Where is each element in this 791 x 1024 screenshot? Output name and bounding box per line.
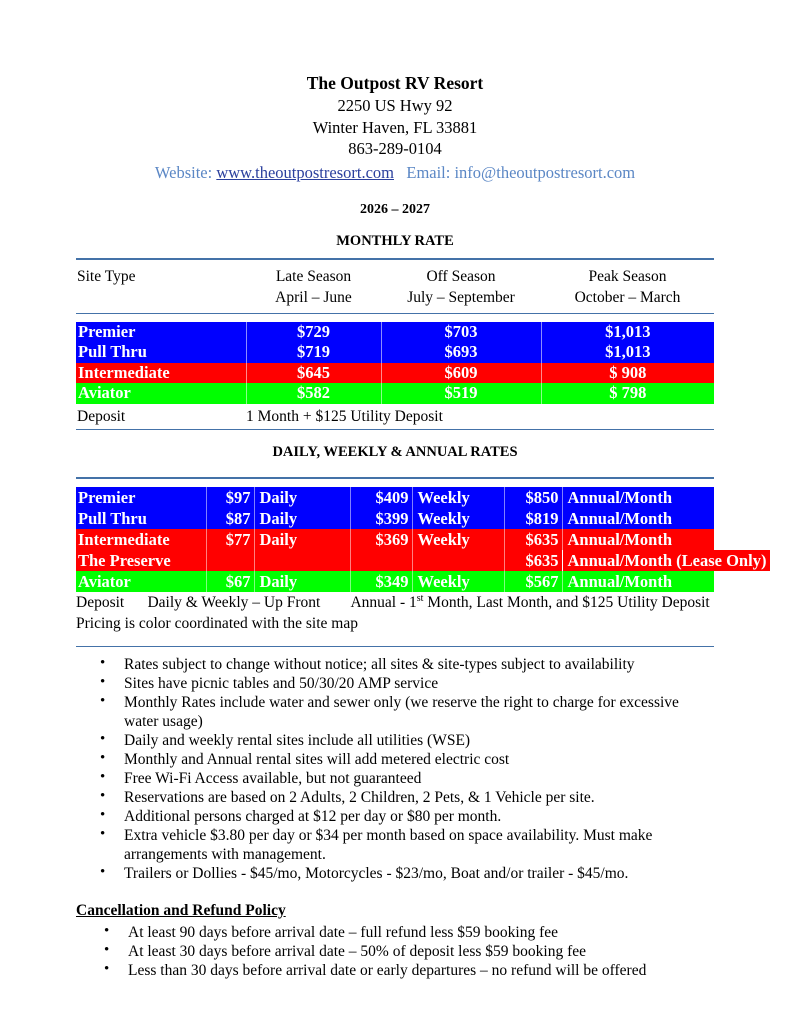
weekly-rate: $399 (350, 508, 412, 529)
email-text[interactable]: Email: info@theoutpostresort.com (393, 162, 636, 182)
late-season-rate: $582 (246, 383, 381, 404)
list-item: • Additional persons charged at $12 per day or $80 per month. (76, 807, 714, 826)
peak-season-rate: $1,013 (541, 322, 714, 343)
daily-unit: Daily (254, 487, 350, 508)
site-type-cell: Aviator (76, 571, 206, 592)
table-row (76, 342, 714, 363)
annual-rate: $635 (504, 529, 562, 550)
table-row (76, 487, 714, 508)
daily-unit: Daily (254, 571, 350, 592)
late-season-rate: $729 (246, 322, 381, 343)
site-type-cell: Premier (76, 487, 206, 508)
list-item: • Rates subject to change without notice; all sites & site-types subject to availability (76, 655, 714, 674)
site-type-cell: The Preserve (76, 550, 206, 571)
daily-unit: Daily (254, 508, 350, 529)
table-row (76, 571, 714, 592)
deposit-value: 1 Month + $125 Utility Deposit (246, 404, 714, 429)
off-season-rate: $519 (381, 383, 541, 404)
annual-unit: Annual/Month (Lease Only) (562, 550, 714, 571)
site-type-cell: Intermediate (76, 363, 246, 384)
site-type-cell: Pull Thru (76, 342, 246, 363)
peak-season-rate: $ 798 (541, 383, 714, 404)
deposit-annual-terms-post: Month, Last Month, and $125 Utility Deposit (423, 593, 710, 611)
website-link[interactable]: www.theoutpostresort.com (216, 162, 394, 182)
list-item: • Extra vehicle $3.80 per day or $34 per month based on space availability. Must make arrangements with management. (76, 826, 714, 864)
daily-weekly-annual-table (76, 487, 767, 592)
late-season-rate: $645 (246, 363, 381, 384)
annual-unit: Annual/Month (562, 529, 714, 550)
list-item: • Trailers or Dollies - $45/mo, Motorcycles - $23/mo, Boat and/or trailer - $45/mo. (76, 864, 714, 883)
business-name: The Outpost RV Resort (306, 73, 484, 93)
daily-rate: $77 (206, 529, 254, 550)
annual-unit: Annual/Month (562, 508, 714, 529)
table-row (76, 363, 714, 384)
header-off-season: Off Season July – September (407, 267, 515, 306)
site-type-cell: Aviator (76, 383, 246, 404)
deposit-label: Deposit (76, 593, 125, 611)
table-row (76, 383, 714, 404)
list-item: • Reservations are based on 2 Adults, 2 Children, 2 Pets, & 1 Vehicle per site. (76, 788, 714, 807)
weekly-unit: Weekly (412, 571, 504, 592)
monthly-rate-title: MONTHLY RATE (336, 232, 454, 249)
header-peak-season: Peak Season October – March (574, 267, 681, 306)
header-late-season: Late Season April – June (275, 267, 352, 306)
list-item: • Monthly Rates include water and sewer only (we reserve the right to charge for excessive water usage) (76, 693, 714, 731)
weekly-unit: Weekly (412, 529, 504, 550)
weekly-rate: $409 (350, 487, 412, 508)
table-row (76, 508, 714, 529)
table-row (76, 529, 714, 550)
header-site-type: Site Type (77, 267, 136, 285)
annual-rate: $567 (504, 571, 562, 592)
site-type-cell: Pull Thru (76, 508, 206, 529)
table-row (76, 550, 714, 571)
off-season-rate: $703 (381, 322, 541, 343)
deposit-label: Deposit (76, 404, 246, 429)
phone-number: 863-289-0104 (348, 139, 442, 158)
daily-unit: Daily (254, 529, 350, 550)
daily-unit (254, 550, 350, 571)
daily-deposit-line (76, 593, 714, 613)
contact-links-line (76, 160, 714, 185)
site-type-cell: Intermediate (76, 529, 206, 550)
monthly-rate-table (76, 260, 714, 313)
address-street: 2250 US Hwy 92 (337, 96, 453, 115)
list-item: • At least 30 days before arrival date – 50% of deposit less $59 booking fee (76, 942, 714, 961)
annual-rate: $850 (504, 487, 562, 508)
cancellation-policy-title: Cancellation and Refund Policy (76, 901, 286, 919)
weekly-unit: Weekly (412, 487, 504, 508)
daily-rate (206, 550, 254, 571)
annual-rate: $635 (504, 550, 562, 571)
monthly-deposit-row (76, 404, 714, 429)
list-item: • Monthly and Annual rental sites will add metered electric cost (76, 750, 714, 769)
notes-list (76, 655, 714, 883)
peak-season-rate: $ 908 (541, 363, 714, 384)
late-season-rate: $719 (246, 342, 381, 363)
address-city-state-zip: Winter Haven, FL 33881 (312, 117, 478, 137)
divider-below-monthly-table (76, 429, 714, 430)
website-label: Website: (154, 162, 217, 182)
off-season-rate: $693 (381, 342, 541, 363)
off-season-rate: $609 (381, 363, 541, 384)
list-item: • Sites have picnic tables and 50/30/20 AMP service (76, 674, 714, 693)
weekly-unit (412, 550, 504, 571)
list-item: • Less than 30 days before arrival date or early departures – no refund will be offered (76, 961, 714, 980)
deposit-daily-terms: Daily & Weekly – Up Front (147, 593, 321, 611)
annual-unit: Annual/Month (562, 571, 714, 592)
weekly-rate: $369 (350, 529, 412, 550)
monthly-table-header-row (76, 260, 714, 313)
peak-season-rate: $1,013 (541, 342, 714, 363)
daily-rate: $67 (206, 571, 254, 592)
daily-rate: $97 (206, 487, 254, 508)
color-coordination-note: Pricing is color coordinated with the site map (76, 614, 358, 632)
annual-rate: $819 (504, 508, 562, 529)
season-years: 2026 – 2027 (360, 201, 430, 217)
weekly-unit: Weekly (412, 508, 504, 529)
ordinal-suffix: st (416, 592, 424, 604)
site-type-cell: Premier (76, 322, 246, 343)
deposit-annual-terms-pre: Annual - 1 (350, 593, 417, 611)
list-item: • At least 90 days before arrival date – full refund less $59 booking fee (76, 923, 714, 942)
document-body (76, 72, 767, 980)
annual-unit: Annual/Month (562, 487, 714, 508)
list-item: • Daily and weekly rental sites include all utilities (WSE) (76, 731, 714, 750)
list-item: • Free Wi-Fi Access available, but not guaranteed (76, 769, 714, 788)
divider-below-daily-table (76, 646, 714, 647)
monthly-rate-rows (76, 322, 714, 429)
weekly-rate (350, 550, 412, 571)
weekly-rate: $349 (350, 571, 412, 592)
daily-rates-title: DAILY, WEEKLY & ANNUAL RATES (272, 443, 518, 460)
cancellation-policy-list (76, 923, 714, 980)
daily-rate: $87 (206, 508, 254, 529)
table-row (76, 322, 714, 343)
